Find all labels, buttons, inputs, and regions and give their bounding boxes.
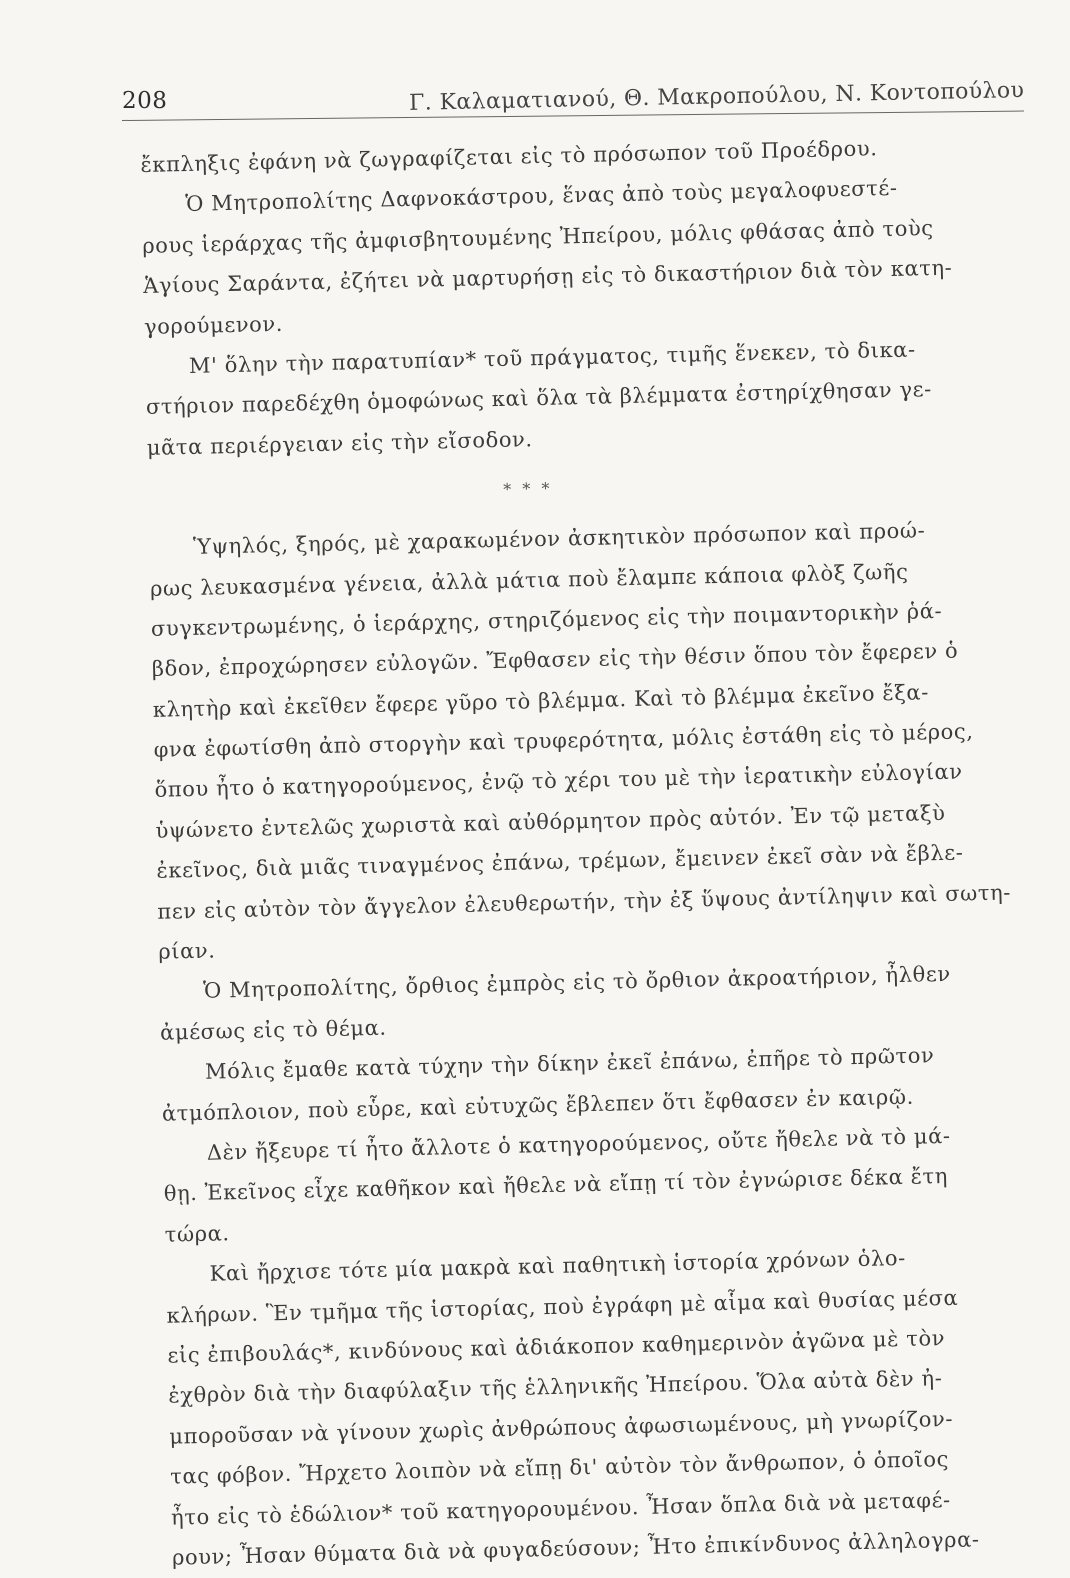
text-line: ἀμέσως εἰς τὸ θέμα.	[159, 1015, 387, 1045]
text-line: μᾶτα περιέργειαν εἰς τὴν εἴσοδον.	[146, 426, 533, 460]
text-line: θῃ. Ἐκεῖνος εἶχε καθῆκον καὶ ἤθελε νὰ εἴπῃ τί τὸν ἐγνώρισε δέκα ἔτη	[163, 1164, 949, 1207]
text-line: πεν εἰς αὐτὸν τὸν ἄγγελον ἐλευθερωτήν, τὴν ἐξ ὕψους ἀντίληψιν καὶ σωτη-	[157, 880, 1012, 924]
text-line: συγκεντρωμένης, ὁ ἱεράρχης, στηριζόμενος εἰς τὴν ποιμαντορικὴν ῥά-	[150, 598, 943, 641]
text-line: ὑψώνετο ἐντελῶς χωριστὰ καὶ αὐθόρμητον πρὸς αὐτόν. Ἐν τῷ μεταξὺ	[155, 800, 946, 843]
text-line: ρίαν.	[158, 938, 216, 964]
text-line: ὅπου ἦτο ὁ κατηγορούμενος, ἐνῷ τὸ χέρι του μὲ τὴν ἱερατικὴν εὐλογίαν	[154, 759, 963, 803]
text-line: ἦτο εἰς τὸ ἑδώλιον* τοῦ κατηγορουμένου. Ἦσαν ὅπλα διὰ νὰ μεταφέ-	[170, 1487, 951, 1530]
text-line: ρους ἱεράρχας τῆς ἀμφισβητουμένης Ἠπείρου, μόλις φθάσας ἀπὸ τοὺς	[142, 215, 934, 258]
text-line: Ὁ Μητροπολίτης, ὄρθιος ἐμπρὸς εἰς τὸ ὄρθιον ἀκροατήριον, ἦλθεν	[202, 962, 951, 1004]
text-line: κλητὴρ καὶ ἐκεῖθεν ἔφερε γῦρο τὸ βλέμμα. Καὶ τὸ βλέμμα ἐκεῖνο ἔξα-	[152, 679, 930, 722]
text-line: φνα ἐφωτίσθη ἀπὸ στοργὴν καὶ τρυφερότητα, μόλις ἐστάθη εἰς τὸ μέρος,	[153, 719, 974, 762]
text-line: Δὲν ἤξευρε τί ἦτο ἄλλοτε ὁ κατηγορούμενος, οὔτε ἤθελε νὰ τὸ μά-	[206, 1123, 951, 1165]
text-line: ἐχθρὸν διὰ τὴν διαφύλαξιν τῆς ἑλληνικῆς Ἠπείρου. Ὅλα αὐτὰ δὲν ἠ-	[168, 1366, 943, 1409]
text-line: Ὁ Μητροπολίτης Δαφνοκάστρου, ἕνας ἀπὸ τοὺς μεγαλοφυεστέ-	[185, 176, 898, 217]
text-line: εἰς ἐπιβουλάς*, κινδύνους καὶ ἀδιάκοπον καθημερινὸν ἀγῶνα μὲ τὸν	[167, 1325, 946, 1368]
text-line: Ὑψηλός, ξηρός, μὲ χαρακωμένον ἀσκητικὸν πρόσωπον καὶ προώ-	[192, 518, 926, 560]
text-line: βδον, ἐπροχώρησεν εὐλογῶν. Ἔφθασεν εἰς τὴν θέσιν ὅπου τὸν ἔφερεν ὁ	[151, 638, 959, 682]
text-line: Ἁγίους Σαράντα, ἐζήτει νὰ μαρτυρήσῃ εἰς τὸ δικαστήριον διὰ τὸν κατη-	[142, 255, 953, 299]
page-number: 208	[122, 88, 168, 114]
text-line: ρως λευκασμένα γένεια, ἀλλὰ μάτια ποὺ ἔλαμπε κάποια φλὸξ ζωῆς	[149, 559, 909, 601]
text-line: ἐκεῖνος, διὰ μιᾶς τιναγμένος ἐπάνω, τρέμων, ἔμεινεν ἐκεῖ σὰν νὰ ἔβλε-	[156, 840, 964, 884]
text-line: Καὶ ἤρχισε τότε μία μακρὰ καὶ παθητικὴ ἱστορία χρόνων ὁλο-	[209, 1246, 907, 1286]
text-line: ἀτμόπλοιον, ποὺ εὗρε, καὶ εὐτυχῶς ἔβλεπεν ὅτι ἔφθασεν ἐν καιρῷ.	[161, 1084, 915, 1126]
text-line: τας φόβον. Ἤρχετο λοιπὸν νὰ εἴπῃ δι' αὐτὸν τὸν ἄνθρωπον, ὁ ὁποῖος	[169, 1447, 950, 1489]
text-line: Μόλις ἔμαθε κατὰ τύχην τὴν δίκην ἐκεῖ ἐπάνω, ἐπῆρε τὸ πρῶτον	[204, 1043, 935, 1084]
text-line: μποροῦσαν νὰ γίνουν χωρὶς ἀνθρώπους ἀφωσιωμένους, μὴ γνωρίζον-	[169, 1406, 954, 1449]
section-break-asterisks: * * *	[503, 478, 553, 499]
text-line: γορούμενον.	[143, 311, 284, 339]
text-line: στήριον παρεδέχθη ὁμοφώνως καὶ ὅλα τὰ βλέμματα ἐστηρίχθησαν γε-	[145, 377, 933, 420]
text-line: Μ' ὅλην τὴν παρατυπίαν* τοῦ πράγματος, τιμῆς ἕνεκεν, τὸ δικα-	[188, 337, 916, 378]
text-line: ρουν; Ἦσαν θύματα διὰ νὰ φυγαδεύσουν; Ἦτο ἐπικίνδυνος ἀλληλογρα-	[171, 1527, 980, 1570]
running-head-authors: Γ. Καλαματιανού, Θ. Μακροπούλου, Ν. Κοντοπούλου	[408, 78, 1025, 116]
body-text	[140, 125, 1052, 1578]
text-line: κλήρων. Ἓν τμῆμα τῆς ἱστορίας, ποὺ ἐγράφη μὲ αἷμα καὶ θυσίας μέσα	[166, 1285, 959, 1328]
text-line: τώρα.	[164, 1221, 230, 1247]
text-line: ἔκπληξις ἐφάνη νὰ ζωγραφίζεται εἰς τὸ πρόσωπον τοῦ Προέδρου.	[140, 136, 878, 177]
